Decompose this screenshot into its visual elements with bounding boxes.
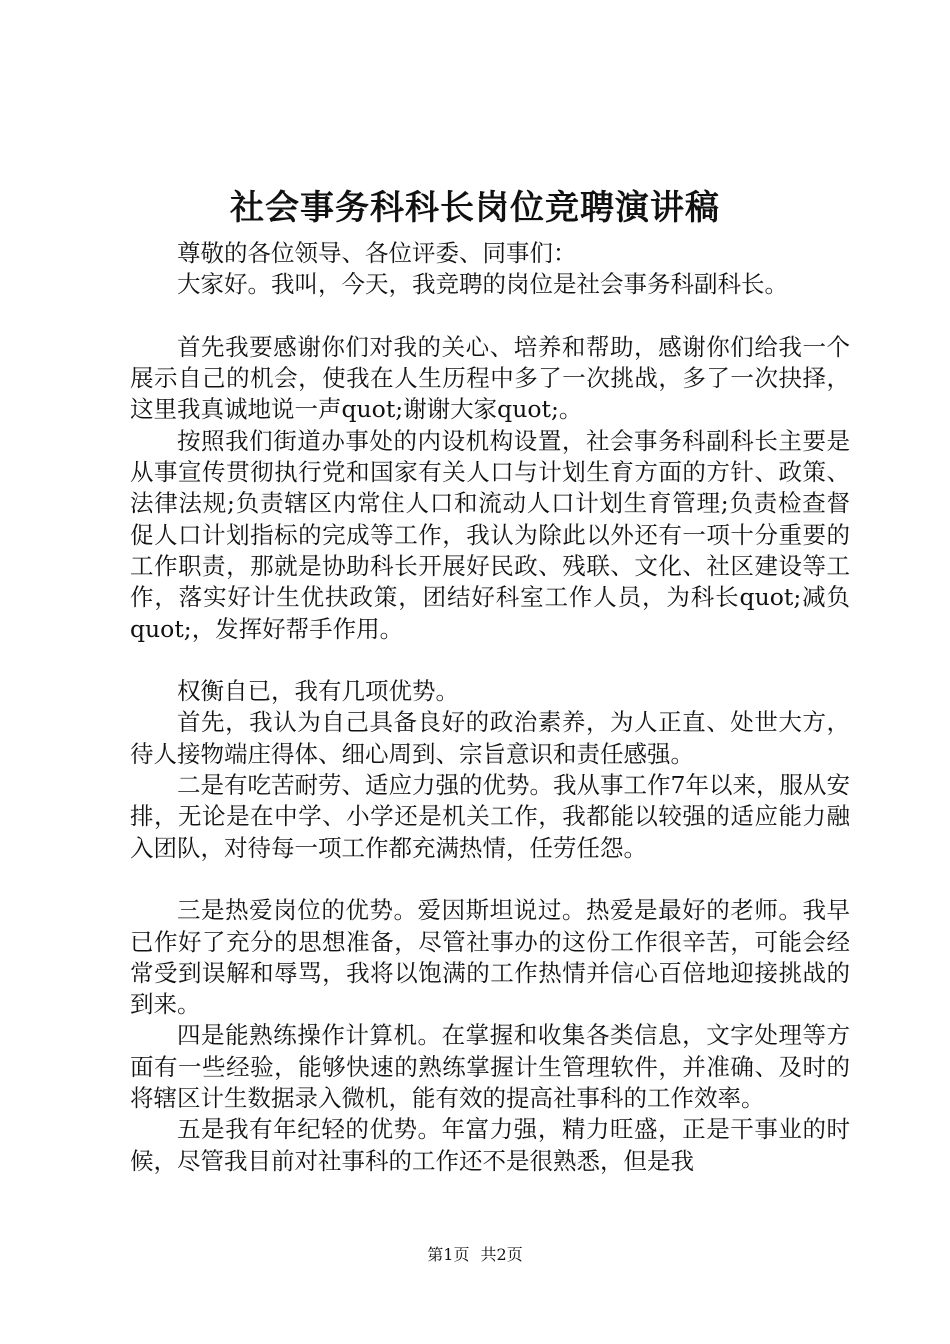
paragraph-greeting: 尊敬的各位领导、各位评委、同事们：	[177, 239, 577, 267]
paragraph-strength-5: 五是我有年纪轻的优势。年富力强，精力旺盛，正是干事业的时候，尽管我目前对社事科的工作还不是很熟悉，但是我	[130, 1115, 850, 1175]
paragraph-spacer	[130, 864, 850, 895]
paragraph-intro: 大家好。我叫，今天，我竞聘的岗位是社会事务科副科长。	[177, 270, 788, 299]
paragraph-duties: 按照我们街道办事处的内设机构设置，社会事务科副科长主要是从事宣传贯彻执行党和国家有关人口与计划生育方面的方针、政策、法律法规;负责辖区内常住人口和流动人口计划生育管理;负责检查督促人口计划指标的完成等工作，我认为除此以外还有一项十分重要的工作职责，那就是协助科长开展好民政、残联、文化、社区建设等工作，落实好计生优扶政策，团结好科室工作人员，为科长quot;减负quot;，发挥好帮手作用。	[130, 426, 850, 643]
page-number: 第1页	[427, 1245, 470, 1264]
document-title: 社会事务科科长岗位竞聘演讲稿	[230, 188, 720, 228]
document-body	[130, 238, 850, 1177]
page-footer	[0, 1243, 950, 1267]
paragraph-spacer	[130, 301, 850, 332]
paragraph-strength-4: 四是能熟练操作计算机。在掌握和收集各类信息，文字处理等方面有一些经验，能够快速的熟练掌握计生管理软件，并准确、及时的将辖区计生数据录入微机，能有效的提高社事科的工作效率。	[130, 1021, 850, 1113]
paragraph-strength-3: 三是热爱岗位的优势。爱因斯坦说过。热爱是最好的老师。我早已作好了充分的思想准备，尽管社事办的这份工作很辛苦，可能会经常受到误解和辱骂，我将以饱满的工作热情并信心百倍地迎接挑战的到来。	[130, 896, 850, 1019]
paragraph-strength-2: 二是有吃苦耐劳、适应力强的优势。我从事工作7年以来，服从安排，无论是在中学、小学还是机关工作，我都能以较强的适应能力融入团队，对待每一项工作都充满热情，任劳任怨。	[130, 771, 850, 862]
page-total: 共2页	[480, 1245, 523, 1264]
paragraph-strengths-intro: 权衡自已，我有几项优势。	[177, 677, 459, 706]
paragraph-spacer	[130, 645, 850, 676]
paragraph-thanks: 首先我要感谢你们对我的关心、培养和帮助，感谢你们给我一个展示自己的机会，使我在人生历程中多了一次挑战，多了一次抉择，这里我真诚地说一声quot;谢谢大家quot;。	[130, 332, 850, 424]
paragraph-strength-1: 首先，我认为自己具备良好的政治素养，为人正直、处世大方，待人接物端庄得体、细心周到、宗旨意识和责任感强。	[130, 708, 850, 768]
